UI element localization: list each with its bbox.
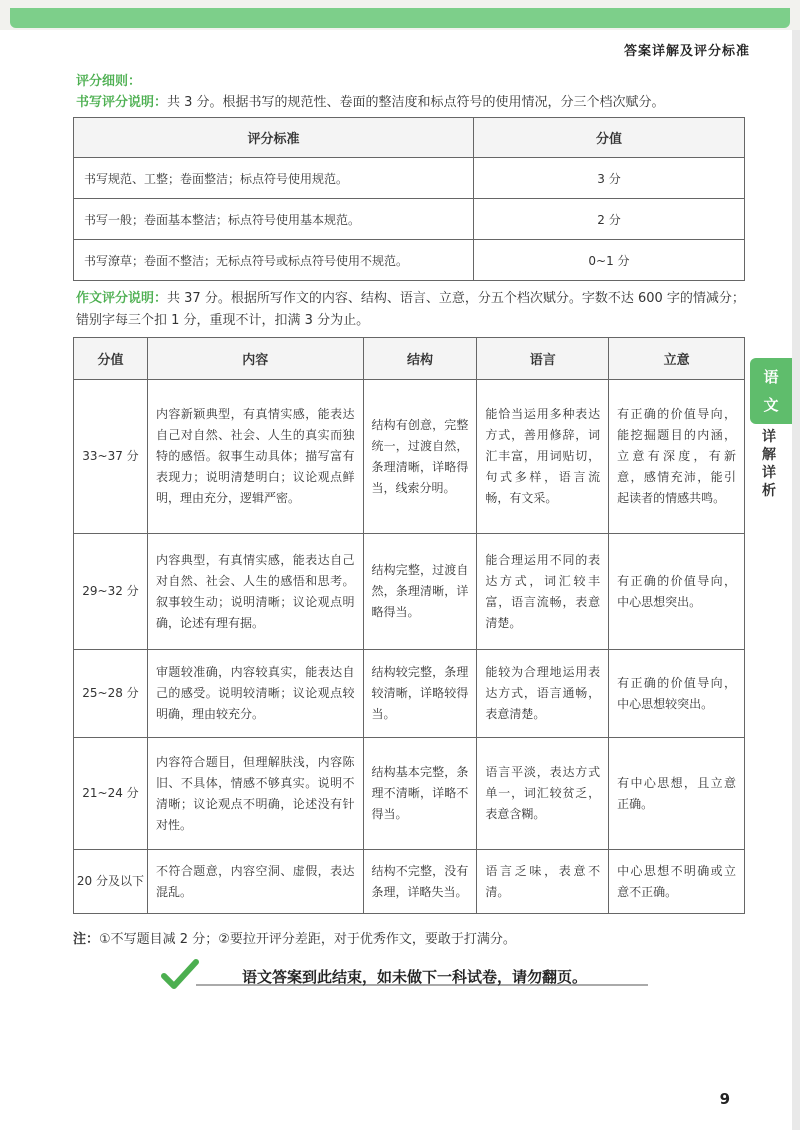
criteria-cell: 书写一般；卷面基本整洁；标点符号使用基本规范。 [74, 199, 474, 240]
table-header-row [74, 338, 745, 380]
language-cell: 能较为合理地运用表达方式，语言通畅，表意清楚。 [477, 650, 609, 738]
criteria-cell: 书写潦草；卷面不整洁；无标点符号或标点符号使用不规范。 [74, 240, 474, 281]
footnote [73, 928, 516, 947]
table-row [74, 534, 745, 650]
table-row [74, 240, 745, 281]
column-header-theme: 立意 [609, 338, 745, 380]
composition-rules-paragraph [76, 288, 756, 332]
top-green-strip [10, 8, 790, 28]
table-row [74, 199, 745, 240]
table-row [74, 650, 745, 738]
column-header-criteria: 评分标准 [74, 118, 474, 158]
footnote-label: 注： [73, 932, 100, 947]
score-range-cell: 33~37 分 [74, 380, 148, 534]
structure-cell: 结构较完整，条理较清晰，详略较得当。 [363, 650, 477, 738]
composition-score-table [73, 337, 745, 914]
table-row [74, 380, 745, 534]
structure-cell: 结构完整，过渡自然，条理清晰，详略得当。 [363, 534, 477, 650]
checkmark-icon [160, 958, 200, 992]
column-header-content: 内容 [147, 338, 363, 380]
composition-rules-label: 作文评分说明： [76, 291, 168, 306]
table-row [74, 158, 745, 199]
theme-cell: 有正确的价值导向，中心思想较突出。 [609, 650, 745, 738]
score-range-cell: 20 分及以下 [74, 850, 148, 914]
table-row [74, 850, 745, 914]
content-cell: 不符合题意，内容空洞、虚假，表达混乱。 [147, 850, 363, 914]
composition-rules-text: 共 37 分。根据所写作文的内容、结构、语言、立意，分五个档次赋分。字数不达 600 字的情减分；错别字每三个扣 1 分，重现不计，扣满 3 分为止。 [76, 291, 745, 328]
theme-cell: 有中心思想，且立意正确。 [609, 738, 745, 850]
column-header-language: 语言 [477, 338, 609, 380]
structure-cell: 结构基本完整，条理不清晰，详略不得当。 [363, 738, 477, 850]
table-row [74, 738, 745, 850]
rules-title: 评分细则： [76, 74, 142, 89]
score-range-cell: 21~24 分 [74, 738, 148, 850]
structure-cell: 结构有创意，完整统一，过渡自然，条理清晰，详略得当，线索分明。 [363, 380, 477, 534]
page-number: 9 [719, 1090, 730, 1108]
column-header-score: 分值 [474, 118, 745, 158]
content-cell: 内容新颖典型，有真情实感，能表达自己对自然、社会、人生的真实而独特的感悟。叙事生动具体；描写富有表现力；说明清楚明白；议论观点鲜明，理由充分，逻辑严密。 [147, 380, 363, 534]
footnote-text: ①不写题目减 2 分；②要拉开评分差距，对于优秀作文，要敢于打满分。 [99, 932, 516, 947]
score-cell: 0~1 分 [474, 240, 745, 281]
column-header-score: 分值 [74, 338, 148, 380]
page-header-title: 答案详解及评分标准 [623, 44, 750, 59]
side-label-char-3: 详 [762, 465, 776, 481]
score-cell: 2 分 [474, 199, 745, 240]
subject-tab-char-1: 语 [763, 368, 779, 386]
side-label-char-1: 详 [762, 429, 776, 445]
theme-cell: 有正确的价值导向，能挖掘题目的内涵，立意有深度，有新意，感情充沛，能引起读者的情感共鸣。 [609, 380, 745, 534]
side-label-char-2: 解 [762, 447, 776, 463]
column-header-structure: 结构 [363, 338, 477, 380]
table-header-row [74, 118, 745, 158]
writing-rules-text: 共 3 分。根据书写的规范性、卷面的整洁度和标点符号的使用情况，分三个档次赋分。 [167, 95, 665, 110]
writing-score-table [73, 117, 745, 281]
subject-tab [750, 358, 792, 424]
section-side-label [758, 428, 780, 500]
content-cell: 内容符合题目，但理解肤浅，内容陈旧、不具体，情感不够真实。说明不清晰；议论观点不明确，论述没有针对性。 [147, 738, 363, 850]
structure-cell: 结构不完整，没有条理，详略失当。 [363, 850, 477, 914]
content-cell: 内容典型，有真情实感，能表达自己对自然、社会、人生的感悟和思考。叙事较生动；说明清晰；议论观点明确，论述有理有据。 [147, 534, 363, 650]
score-range-cell: 25~28 分 [74, 650, 148, 738]
end-message: 语文答案到此结束，如未做下一科试卷，请勿翻页。 [242, 968, 588, 986]
content-cell: 审题较准确，内容较真实，能表达自己的感受。说明较清晰；议论观点较明确，理由较充分。 [147, 650, 363, 738]
page-edge [792, 30, 800, 1130]
criteria-cell: 书写规范、工整；卷面整洁；标点符号使用规范。 [74, 158, 474, 199]
score-cell: 3 分 [474, 158, 745, 199]
language-cell: 能恰当运用多种表达方式，善用修辞，词汇丰富，用词贴切，句式多样，语言流畅，有文采。 [477, 380, 609, 534]
theme-cell: 有正确的价值导向，中心思想突出。 [609, 534, 745, 650]
writing-rules-label: 书写评分说明： [76, 95, 168, 110]
subject-tab-char-2: 文 [763, 396, 779, 414]
language-cell: 语言平淡，表达方式单一，词汇较贫乏，表意含糊。 [477, 738, 609, 850]
score-range-cell: 29~32 分 [74, 534, 148, 650]
language-cell: 语言乏味，表意不清。 [477, 850, 609, 914]
side-label-char-4: 析 [762, 483, 776, 499]
writing-rules-paragraph [76, 92, 756, 114]
theme-cell: 中心思想不明确或立意不正确。 [609, 850, 745, 914]
language-cell: 能合理运用不同的表达方式，词汇较丰富，语言流畅，表意清楚。 [477, 534, 609, 650]
